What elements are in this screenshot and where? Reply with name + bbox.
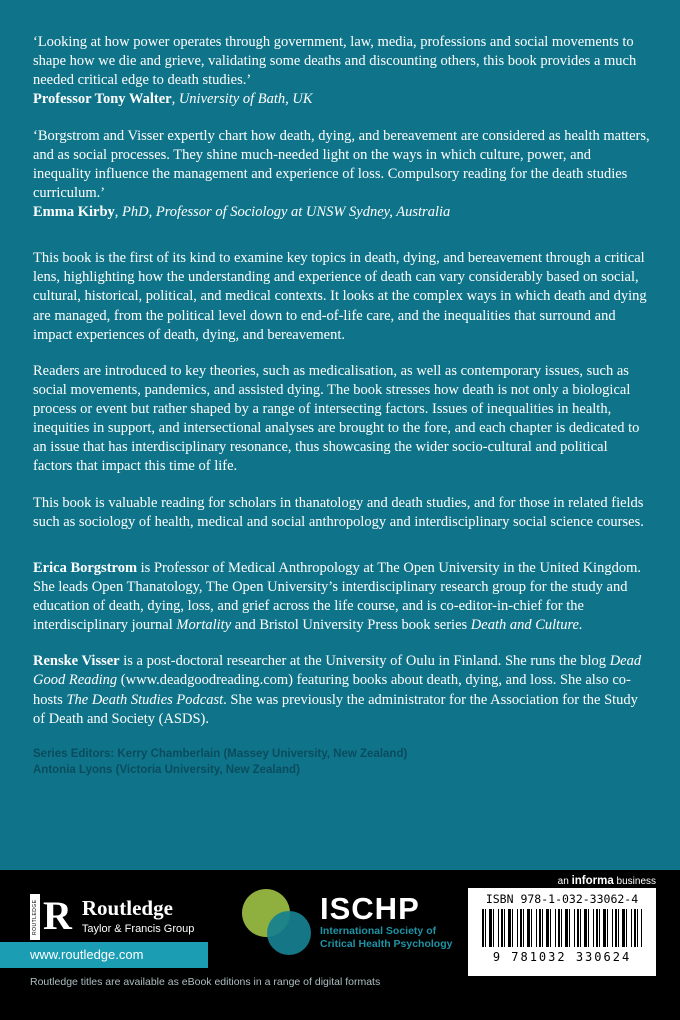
author-bio-borgstrom xyxy=(33,559,650,636)
ischp-text xyxy=(320,884,452,960)
routledge-logo-icon xyxy=(30,894,72,940)
author-name: Erica Borgstrom xyxy=(33,559,138,576)
ischp-acronym: ISCHP xyxy=(320,891,420,926)
endorsement-quote-2 xyxy=(33,127,650,223)
author-name: Renske Visser xyxy=(33,653,120,670)
ean-barcode-icon xyxy=(482,909,642,947)
quote-text: ‘Looking at how power operates through government, law, media, professions and social movements to shape how we die and grieve, validating some deaths and discounting others, this book provides a much needed critical edge to death studies.’ xyxy=(33,34,637,89)
bio-text: (www.deadgoodreading.com) featuring books about death, dying, and loss. She also co-hosts xyxy=(33,672,631,708)
informa-prefix: an xyxy=(557,876,569,887)
series-editors xyxy=(33,746,650,778)
podcast-title: The Death Studies Podcast xyxy=(66,691,224,708)
informa-suffix: business xyxy=(616,876,656,887)
bio-text: . She was previously the administrator for the Association for the Study of Death and Society (ASDS). xyxy=(33,691,638,727)
book-series-title: Death and Culture. xyxy=(470,617,583,634)
routledge-wordmark: Routledge xyxy=(81,896,173,920)
bio-text: is a post-doctoral researcher at the University of Oulu in Finland. She runs the blog xyxy=(119,653,610,670)
routledge-url: www.routledge.com xyxy=(0,942,208,968)
routledge-logo-vertical-text: ROUTLEDGE xyxy=(30,894,40,940)
ischp-circles-icon xyxy=(240,884,314,960)
quote-affiliation: , PhD, Professor of Sociology at UNSW Sydney, Australia xyxy=(114,204,451,220)
taylor-francis-tagline: Taylor & Francis Group xyxy=(81,923,195,935)
ebook-availability-note: Routledge titles are available as eBook editions in a range of digital formats xyxy=(30,976,381,988)
series-editors-line-1: Series Editors: Kerry Chamberlain (Massey University, New Zealand) xyxy=(33,747,408,760)
series-editors-line-2: Antonia Lyons (Victoria University, New Zealand) xyxy=(33,763,300,776)
routledge-brand xyxy=(30,894,194,940)
journal-title: Mortality xyxy=(176,617,232,634)
ischp-teal-circle-icon xyxy=(267,911,311,955)
bio-text: and Bristol University Press book series xyxy=(231,617,471,634)
routledge-names xyxy=(82,894,194,935)
ischp-logo xyxy=(240,884,452,960)
description-paragraph-3: This book is valuable reading for scholars in thanatology and death studies, and for those in related fields such as sociology of health, medical and social anthropology and interdisciplinary social science courses. xyxy=(33,494,644,530)
quote-attribution xyxy=(33,203,650,222)
description-paragraph-2: Readers are introduced to key theories, such as medicalisation, as well as contemporary issues, such as social movements, pandemics, and assisted dying. The book stresses how death is not only a biological process or event but rather shaped by a range of intersecting factors. Issues of inequalities in health, inequities in support, and intersectional analyses are brought to the fore, and each chapter is dedicated to an issue that has interdisciplinary resonance, thus showcasing the wider socio-cultural and political factors that impact this time of life. xyxy=(33,362,640,475)
quote-author: Professor Tony Walter xyxy=(33,91,172,108)
isbn-label: ISBN 978-1-032-33062-4 xyxy=(485,892,639,906)
publisher-footer xyxy=(0,870,680,1020)
quote-affiliation: , University of Bath, UK xyxy=(171,91,313,108)
informa-business-label xyxy=(558,875,656,887)
informa-brand: informa xyxy=(571,875,614,887)
bio-text: is Professor of Medical Anthropology at The Open University in the United Kingdom. She leads Open Thanatology, The Open University’s interdisciplinary research group for the study and education of death, dying, loss, and grief across the life course, and is co-editor-in-chief for the interdisciplinary journal xyxy=(33,559,641,634)
description-paragraph-1: This book is the first of its kind to examine key topics in death, dying, and bereavement through a critical lens, highlighting how the understanding and experience of death can vary considerably based on social, cultural, historical, political, and medical contexts. It looks at the complex ways in which death and dying are managed, from the political level down to end-of-life care, and the inequalities that surround and impact experiences of death, dying, and bereavement. xyxy=(33,250,647,343)
quote-author: Emma Kirby xyxy=(33,204,115,220)
author-bio-visser xyxy=(33,652,650,729)
ischp-name-line-2: Critical Health Psychology xyxy=(320,938,453,950)
ischp-name-line-1: International Society of xyxy=(320,925,437,937)
routledge-logo-letter: R xyxy=(43,893,72,938)
quote-attribution xyxy=(33,90,650,109)
isbn-number: 9 781032 330624 xyxy=(492,950,632,964)
quote-text: ‘Borgstrom and Visser expertly chart how death, dying, and bereavement are considered as health matters, and as social processes. They shine much-needed light on the ways in which culture, power, and inequality influence the management and experience of loss. Compulsory reading for the death studies curriculum.’ xyxy=(33,127,650,201)
blog-title: Dead Good Reading xyxy=(33,653,642,689)
endorsement-quote-1 xyxy=(33,33,650,110)
isbn-panel xyxy=(468,888,656,976)
